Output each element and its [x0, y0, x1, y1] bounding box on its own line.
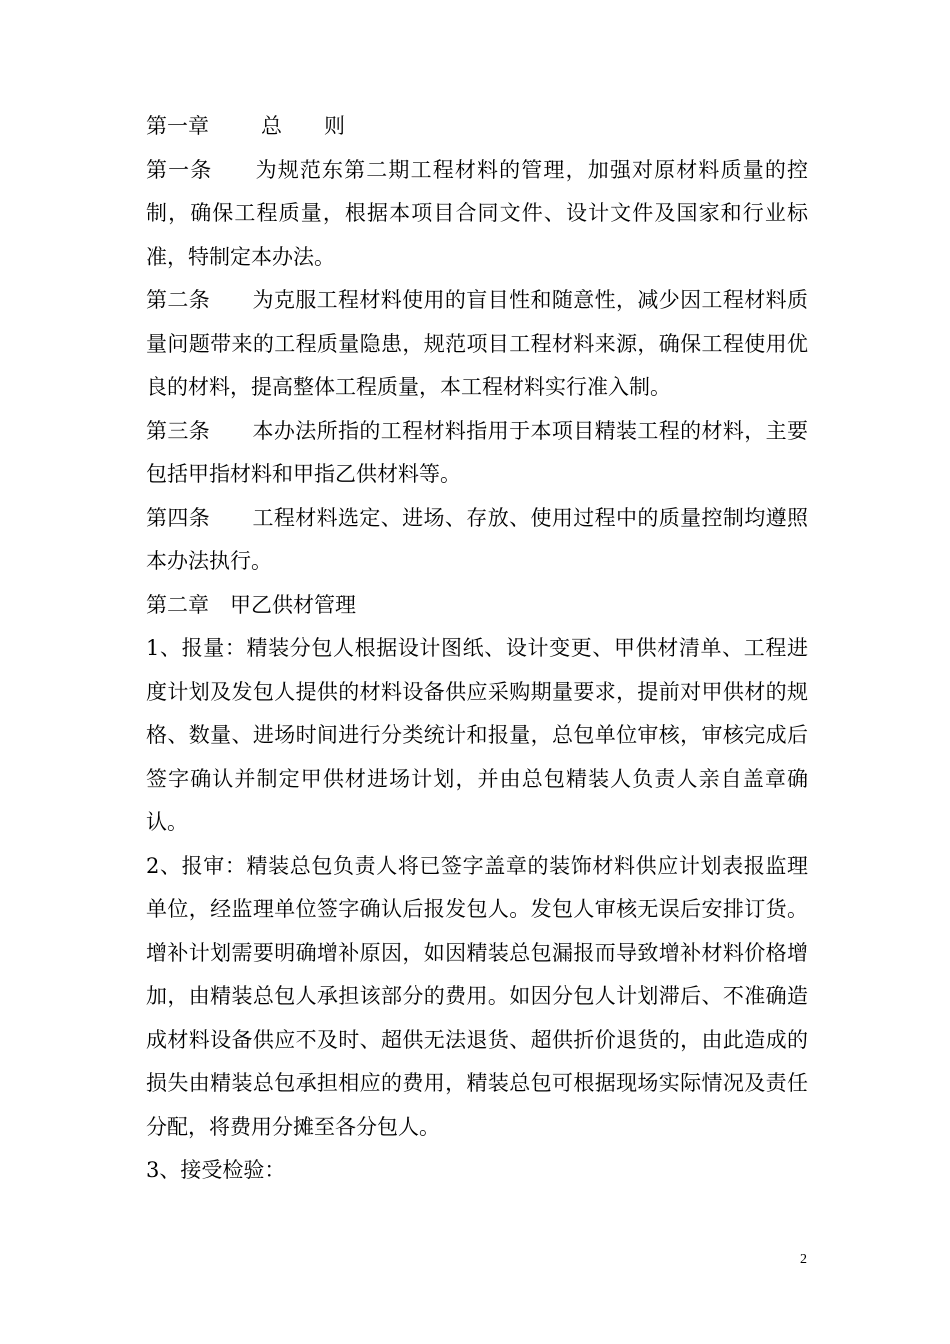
article-text: 工程材料选定、进场、存放、使用过程中的质量控制均遵照本办法执行。 [146, 505, 809, 573]
chapter-label: 第一章 [146, 114, 209, 138]
article-label: 第二条 [146, 288, 211, 312]
article-paragraph [146, 149, 808, 280]
page-number: 2 [800, 1252, 807, 1267]
document-body [146, 105, 808, 1193]
article-text: 为克服工程材料使用的盲目性和随意性，减少因工程材料质量问题带来的工程质量隐患，规范项目工程材料来源，确保工程使用优良的材料，提高整体工程质量，本工程材料实行准入制。 [146, 288, 809, 399]
chapter-title: 甲乙供材管理 [230, 592, 356, 617]
list-item: 1、报量：精装分包人根据设计图纸、设计变更、甲供材清单、工程进度计划及发包人提供的材料设备供应采购期量要求，提前对甲供材的规格、数量、进场时间进行分类统计和报量，总包单位审核，审核完成后签字确认并制定甲供材进场计划，并由总包精装人负责人亲自盖章确认。 [146, 636, 808, 834]
article-paragraph [146, 410, 808, 497]
article-label: 第三条 [146, 418, 211, 443]
article-text: 为规范东第二期工程材料的管理，加强对原材料质量的控制，确保工程质量，根据本项目合同文件、设计文件及国家和行业标准，特制定本办法。 [146, 157, 809, 269]
chapter-heading [146, 584, 808, 628]
list-item: 2、报审：精装总包负责人将已签字盖章的装饰材料供应计划表报监理单位，经监理单位签字确认后报发包人。发包人审核无误后安排订货。增补计划需要明确增补原因，如因精装总包漏报而导致增补材料价格增加，由精装总包人承担该部分的费用。如因分包人计划滞后、不准确造成材料设备供应不及时、超供无法退货、超供折价退货的，由此造成的损失由精装总包承担相应的费用，精装总包可根据现场实际情况及责任分配，将费用分摊至各分包人。 [146, 853, 808, 1139]
list-item: 3、接受检验： [146, 1158, 286, 1182]
article-paragraph [146, 497, 808, 584]
article-label: 第四条 [146, 505, 211, 530]
article-text: 本办法所指的工程材料指用于本项目精装工程的材料，主要包括甲指材料和甲指乙供材料等。 [146, 418, 809, 486]
article-label: 第一条 [146, 157, 213, 182]
chapter-title: 总 则 [261, 114, 345, 138]
chapter-label: 第二章 [146, 592, 209, 617]
article-paragraph [146, 279, 808, 410]
chapter-heading [146, 105, 808, 149]
